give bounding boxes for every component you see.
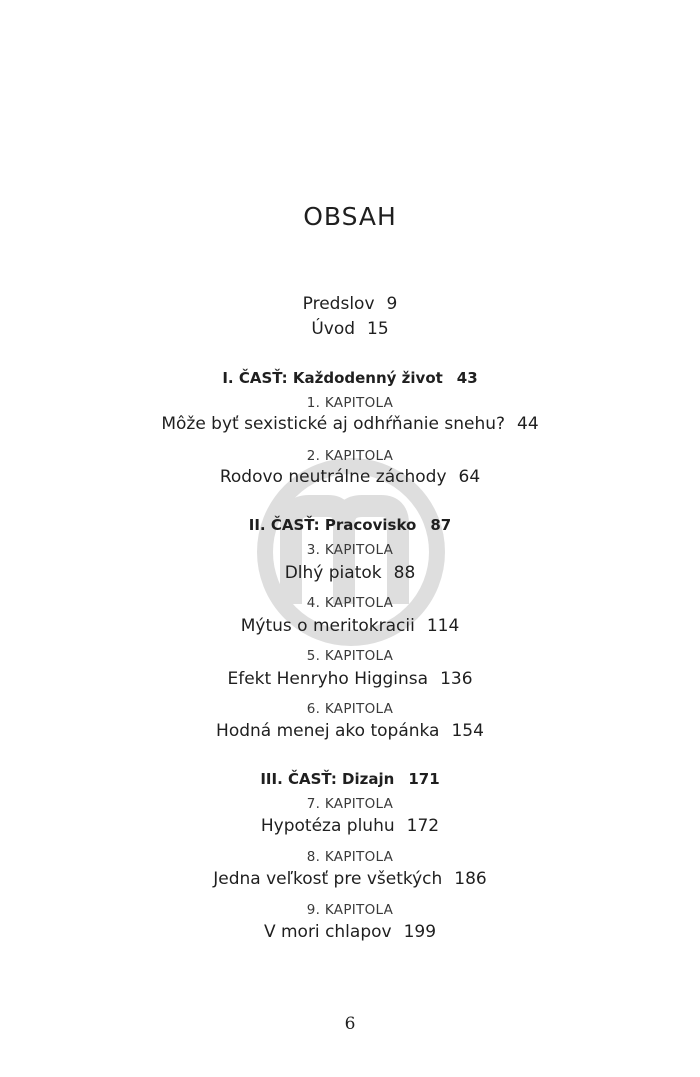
toc-part-2 (0, 516, 700, 534)
chapter-label: 5. KAPITOLA (306, 648, 394, 664)
chapter-page: 136 (440, 669, 473, 689)
chapter-title: Rodovo neutrálne záchody (219, 467, 447, 487)
chapter-label: 8. KAPITOLA (306, 849, 394, 865)
toc-chapter-6 (0, 721, 700, 741)
chapter-page: 186 (454, 869, 487, 889)
toc-chapter-8 (0, 869, 700, 889)
chapter-title: Jedna veľkosť pre všetkých (213, 869, 443, 889)
chapter-page: 44 (517, 414, 539, 434)
toc-entry-title: Predslov (302, 294, 375, 314)
chapter-label: 1. KAPITOLA (306, 395, 394, 411)
chapter-page: 154 (451, 721, 484, 741)
toc-chapter-4 (0, 616, 700, 636)
toc-chapter-9 (0, 922, 700, 942)
toc-chapter-1 (0, 414, 700, 434)
toc-entry-uvod (0, 319, 700, 339)
chapter-label: 2. KAPITOLA (306, 448, 394, 464)
chapter-page: 199 (403, 922, 437, 942)
part-page: 171 (408, 770, 440, 788)
chapter-title: Mýtus o meritokracii (240, 616, 415, 636)
chapter-label: 4. KAPITOLA (306, 595, 394, 611)
part-page: 87 (430, 516, 452, 534)
chapter-page: 88 (393, 563, 416, 583)
part-title: III. ČASŤ: Dizajn (260, 770, 395, 788)
chapter-label: 9. KAPITOLA (306, 902, 394, 918)
part-page: 43 (456, 369, 478, 387)
chapter-page: 64 (458, 467, 481, 487)
chapter-label: 6. KAPITOLA (306, 701, 394, 717)
chapter-label: 3. KAPITOLA (306, 542, 394, 558)
toc-part-3 (0, 770, 700, 788)
chapter-title: Hodná menej ako topánka (216, 721, 440, 741)
page-title: OBSAH (303, 202, 397, 231)
chapter-title: Hypotéza pluhu (260, 816, 395, 836)
toc-chapter-5 (0, 669, 700, 689)
chapter-title: Dlhý piatok (284, 563, 382, 583)
toc-chapter-2 (0, 467, 700, 487)
chapter-title: Efekt Henryho Higginsa (227, 669, 429, 689)
chapter-page: 172 (406, 816, 440, 836)
toc-entry-title: Úvod (311, 319, 356, 339)
part-title: II. ČASŤ: Pracovisko (248, 516, 417, 534)
page-number: 6 (344, 1014, 356, 1034)
chapter-page: 114 (426, 616, 460, 636)
toc-entry-page: 9 (386, 294, 398, 314)
chapter-title: V mori chlapov (263, 922, 392, 942)
part-title: I. ČASŤ: Každodenný život (222, 369, 443, 387)
chapter-title: Môže byť sexistické aj odhŕňanie snehu? (161, 414, 506, 434)
toc-entry-page: 15 (367, 319, 389, 339)
toc-chapter-3 (0, 563, 700, 583)
toc-chapter-7 (0, 816, 700, 836)
toc-entry-predslov (0, 294, 700, 314)
chapter-label: 7. KAPITOLA (306, 796, 394, 812)
toc-part-1 (0, 369, 700, 387)
